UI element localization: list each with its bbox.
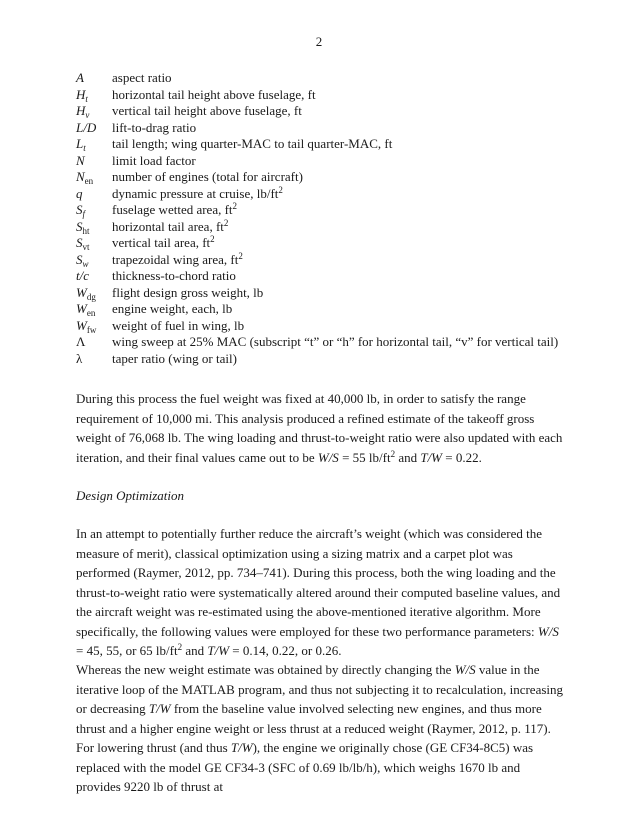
paragraph-fuel-weight: During this process the fuel weight was fixed at 40,000 lb, in order to satisfy the range requirement of 10,000 mi. This analysis produced a refined estimate of the takeoff gross weight of 76,068 lb. The wing loading and thrust-to-weight ratio were also updated with each iteration, and their final values came out to be W/S = 55 $lb/ft^2$ and T/W = 0.22. bbox=[76, 391, 563, 465]
nomenclature-description: horizontal tail area, $ft^2$ bbox=[112, 217, 229, 234]
nomenclature-description: taper ratio (wing or tail) bbox=[112, 350, 237, 366]
nomenclature-description: lift-to-drag ratio bbox=[112, 119, 197, 135]
nomenclature-description: wing sweep at 25% MAC (subscript “t” or “h” for horizontal tail, “v” for vertical tail) bbox=[112, 334, 559, 349]
nomenclature-symbol: $W_{fw}$ bbox=[76, 317, 97, 335]
page-number: 2 bbox=[315, 34, 323, 49]
nomenclature-row bbox=[76, 301, 576, 318]
nomenclature-row bbox=[76, 186, 576, 203]
nomenclature-row bbox=[76, 87, 576, 104]
nomenclature-row bbox=[76, 334, 576, 351]
nomenclature-description: fuselage wetted area, $ft^2$ bbox=[112, 201, 238, 217]
nomenclature-row bbox=[76, 153, 576, 170]
nomenclature-description: vertical tail area, $ft^2$ bbox=[112, 234, 215, 250]
nomenclature-list bbox=[76, 70, 576, 367]
nomenclature-row bbox=[76, 120, 576, 137]
section-heading-design-optimization: Design Optimization bbox=[76, 488, 184, 503]
nomenclature-symbol: $S_{vt}$ bbox=[76, 235, 90, 252]
nomenclature-symbol: t/c bbox=[76, 268, 89, 283]
nomenclature-row bbox=[76, 285, 576, 302]
nomenclature-symbol: λ bbox=[76, 350, 83, 366]
nomenclature-symbol: $S_f$ bbox=[76, 202, 86, 219]
nomenclature-description: flight design gross weight, lb bbox=[112, 284, 264, 300]
nomenclature-symbol: $W_{en}$ bbox=[76, 301, 96, 318]
nomenclature-description: limit load factor bbox=[112, 152, 196, 168]
nomenclature-symbol: L/D bbox=[76, 119, 97, 135]
nomenclature-description: aspect ratio bbox=[112, 70, 172, 85]
nomenclature-symbol: $N_{en}$ bbox=[76, 169, 94, 186]
nomenclature-symbol: $W_{dg}$ bbox=[76, 284, 96, 302]
nomenclature-row bbox=[76, 252, 576, 269]
nomenclature-row bbox=[76, 318, 576, 335]
nomenclature-symbol: q bbox=[76, 185, 83, 201]
nomenclature-symbol: N bbox=[76, 152, 85, 168]
nomenclature-description: thickness-to-chord ratio bbox=[112, 268, 236, 283]
nomenclature-symbol: $H_v$ bbox=[76, 103, 90, 120]
nomenclature-row bbox=[76, 169, 576, 186]
nomenclature-description: weight of fuel in wing, lb bbox=[112, 317, 245, 333]
nomenclature-row bbox=[76, 219, 576, 236]
nomenclature-symbol: Λ bbox=[76, 334, 86, 349]
nomenclature-row bbox=[76, 235, 576, 252]
nomenclature-symbol: $S_w$ bbox=[76, 251, 89, 269]
nomenclature-description: engine weight, each, lb bbox=[112, 301, 233, 316]
nomenclature-row bbox=[76, 202, 576, 219]
nomenclature-symbol: $H_t$ bbox=[76, 86, 88, 104]
nomenclature-description: vertical tail height above fuselage, ft bbox=[112, 103, 302, 118]
nomenclature-symbol: $S_{ht}$ bbox=[76, 218, 90, 236]
nomenclature-description: trapezoidal wing area, $ft^2$ bbox=[112, 250, 243, 267]
nomenclature-symbol: $L_t$ bbox=[76, 136, 86, 153]
nomenclature-row bbox=[76, 70, 576, 87]
nomenclature-description: horizontal tail height above fuselage, ft bbox=[112, 86, 316, 102]
nomenclature-description: number of engines (total for aircraft) bbox=[112, 169, 303, 184]
nomenclature-description: tail length; wing quarter-MAC to tail quarter-MAC, ft bbox=[112, 136, 393, 151]
nomenclature-row bbox=[76, 103, 576, 120]
paragraph-engine-selection: Whereas the new weight estimate was obtained by directly changing the W/S value in the iterative loop of the MATLAB program, and thus not subjecting it to recalculation, increasing or decreasing T/W from the baseline value involved selecting new engines, and thus more thrust and a higher engine weight or less thrust at a reduced weight (Raymer, 2012, p. 117). For lowering thrust (and thus T/W), the engine we originally chose (GE CF34-8C5) was replaced with the model GE CF34-3 (SFC of 0.69 lb/lb/h), which weighs 1670 lb and provides 9220 lb of thrust at bbox=[76, 662, 564, 794]
nomenclature-symbol: A bbox=[76, 70, 84, 85]
nomenclature-description: dynamic pressure at cruise, $lb/ft^2$ bbox=[112, 184, 283, 201]
nomenclature-row bbox=[76, 351, 576, 368]
paragraph-optimization: In an attempt to potentially further reduce the aircraft’s weight (which was considered the measure of merit), classical optimization using a sizing matrix and a carpet plot was performed (Raymer, 2012, pp. 734–741). During this process, both the wing loading and the thrust-to-weight ratio were systematically altered around their computed baseline values, and the aircraft weight was re-estimated using the above-mentioned iterative algorithm. More specifically, the following values were employed for these two performance parameters: W/S = 45, 55, or 65 $lb/ft^2$ and T/W = 0.14, 0.22, or 0.26. bbox=[76, 526, 561, 658]
nomenclature-row bbox=[76, 268, 576, 285]
nomenclature-row bbox=[76, 136, 576, 153]
